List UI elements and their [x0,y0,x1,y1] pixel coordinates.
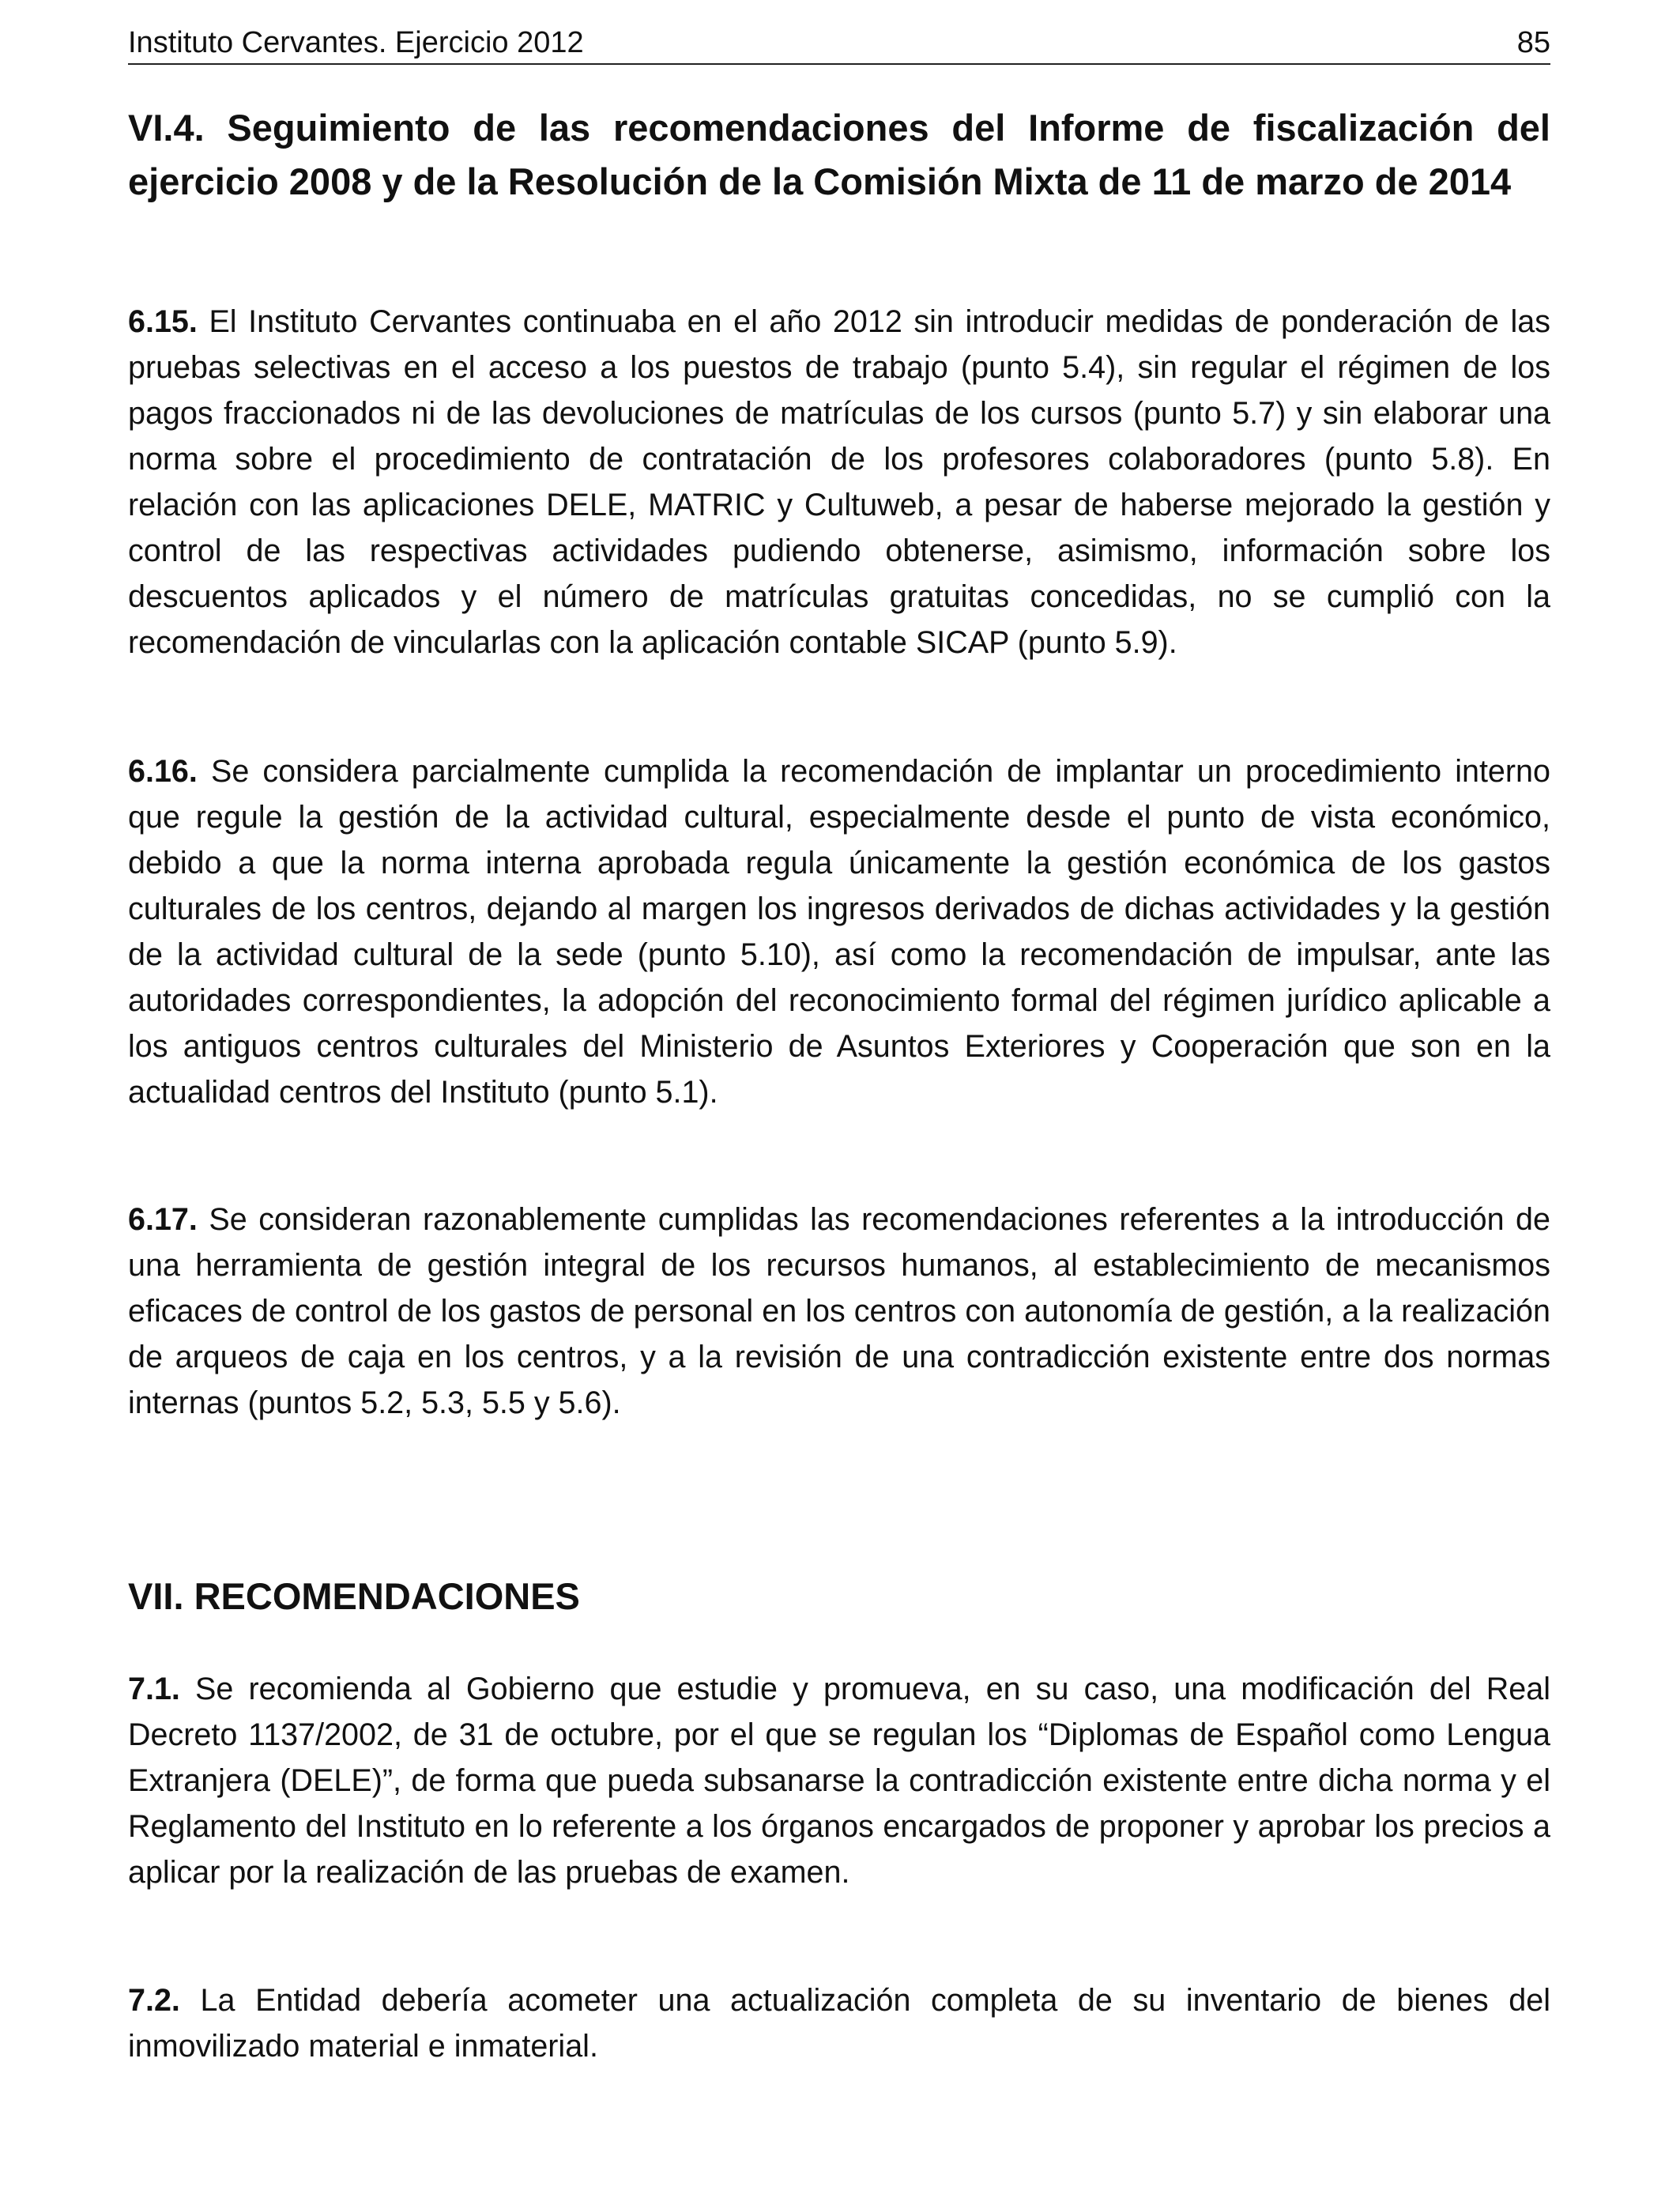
paragraph-6-17 [128,1197,1550,1426]
paragraph-number: 6.16. [128,754,198,789]
running-header [128,22,1550,65]
paragraph-number: 6.15. [128,304,198,339]
page-number: 85 [1516,26,1550,59]
paragraph-number: 7.1. [128,1672,180,1706]
header-title: Instituto Cervantes. Ejercicio 2012 [128,26,584,59]
section-heading-vi4: VI.4. Seguimiento de las recomendaciones del Informe de fiscalización del ejercicio 2008 y de la Resolución de la Comisión Mixta de 11 de marzo de 2014 [128,107,1550,202]
paragraph-6-16 [128,748,1550,1115]
paragraph-number: 7.2. [128,1983,180,2018]
paragraph-text: Se consideran razonablemente cumplidas las recomendaciones referentes a la introducción de una herramienta de gestión integral de los recursos humanos, al establecimiento de mecanismos eficaces de control de los gastos de personal en los centros con autonomía de gestión, a la realización de arqueos de caja en los centros, y a la revisión de una contradicción existente entre dos normas internas (puntos 5.2, 5.3, 5.5 y 5.6). [128,1202,1550,1420]
paragraph-text: El Instituto Cervantes continuaba en el año 2012 sin introducir medidas de ponderación de las pruebas selectivas en el acceso a los puestos de trabajo (punto 5.4), sin regular el régimen de los pagos fraccionados ni de las devoluciones de matrículas de los cursos (punto 5.7) y sin elaborar una norma sobre el procedimiento de contratación de los profesores colaboradores (punto 5.8). En relación con las aplicaciones DELE, MATRIC y Cultuweb, a pesar de haberse mejorado la gestión y control de las respectivas actividades pudiendo obtenerse, asimismo, información sobre los descuentos aplicados y el número de matrículas gratuitas concedidas, no se cumplió con la recomendación de vincularlas con la aplicación contable SICAP (punto 5.9). [128,304,1550,660]
paragraph-7-2 [128,1977,1550,2069]
section-heading-vii: VII. RECOMENDACIONES [128,1575,580,1617]
paragraph-7-1 [128,1666,1550,1895]
paragraph-text: La Entidad debería acometer una actualización completa de su inventario de bienes del inmovilizado material e inmaterial. [128,1983,1550,2064]
paragraph-number: 6.17. [128,1202,198,1237]
paragraph-text: Se considera parcialmente cumplida la recomendación de implantar un procedimiento interno que regule la gestión de la actividad cultural, especialmente desde el punto de vista económico, debido a que la norma interna aprobada regula únicamente la gestión económica de los gastos culturales de los centros, dejando al margen los ingresos derivados de dichas actividades y la gestión de la actividad cultural de la sede (punto 5.10), así como la recomendación de impulsar, ante las autoridades correspondientes, la adopción del reconocimiento formal del régimen jurídico aplicable a los antiguos centros culturales del Ministerio de Asuntos Exteriores y Cooperación que son en la actualidad centros del Instituto (punto 5.1). [128,754,1550,1110]
paragraph-6-15 [128,299,1550,665]
paragraph-text: Se recomienda al Gobierno que estudie y promueva, en su caso, una modificación del Real Decreto 1137/2002, de 31 de octubre, por el que se regulan los “Diplomas de Español como Lengua Extranjera (DELE)”, de forma que pueda subsanarse la contradicción existente entre dicha norma y el Reglamento del Instituto en lo referente a los órganos encargados de proponer y aprobar los precios a aplicar por la realización de las pruebas de examen. [128,1672,1550,1890]
